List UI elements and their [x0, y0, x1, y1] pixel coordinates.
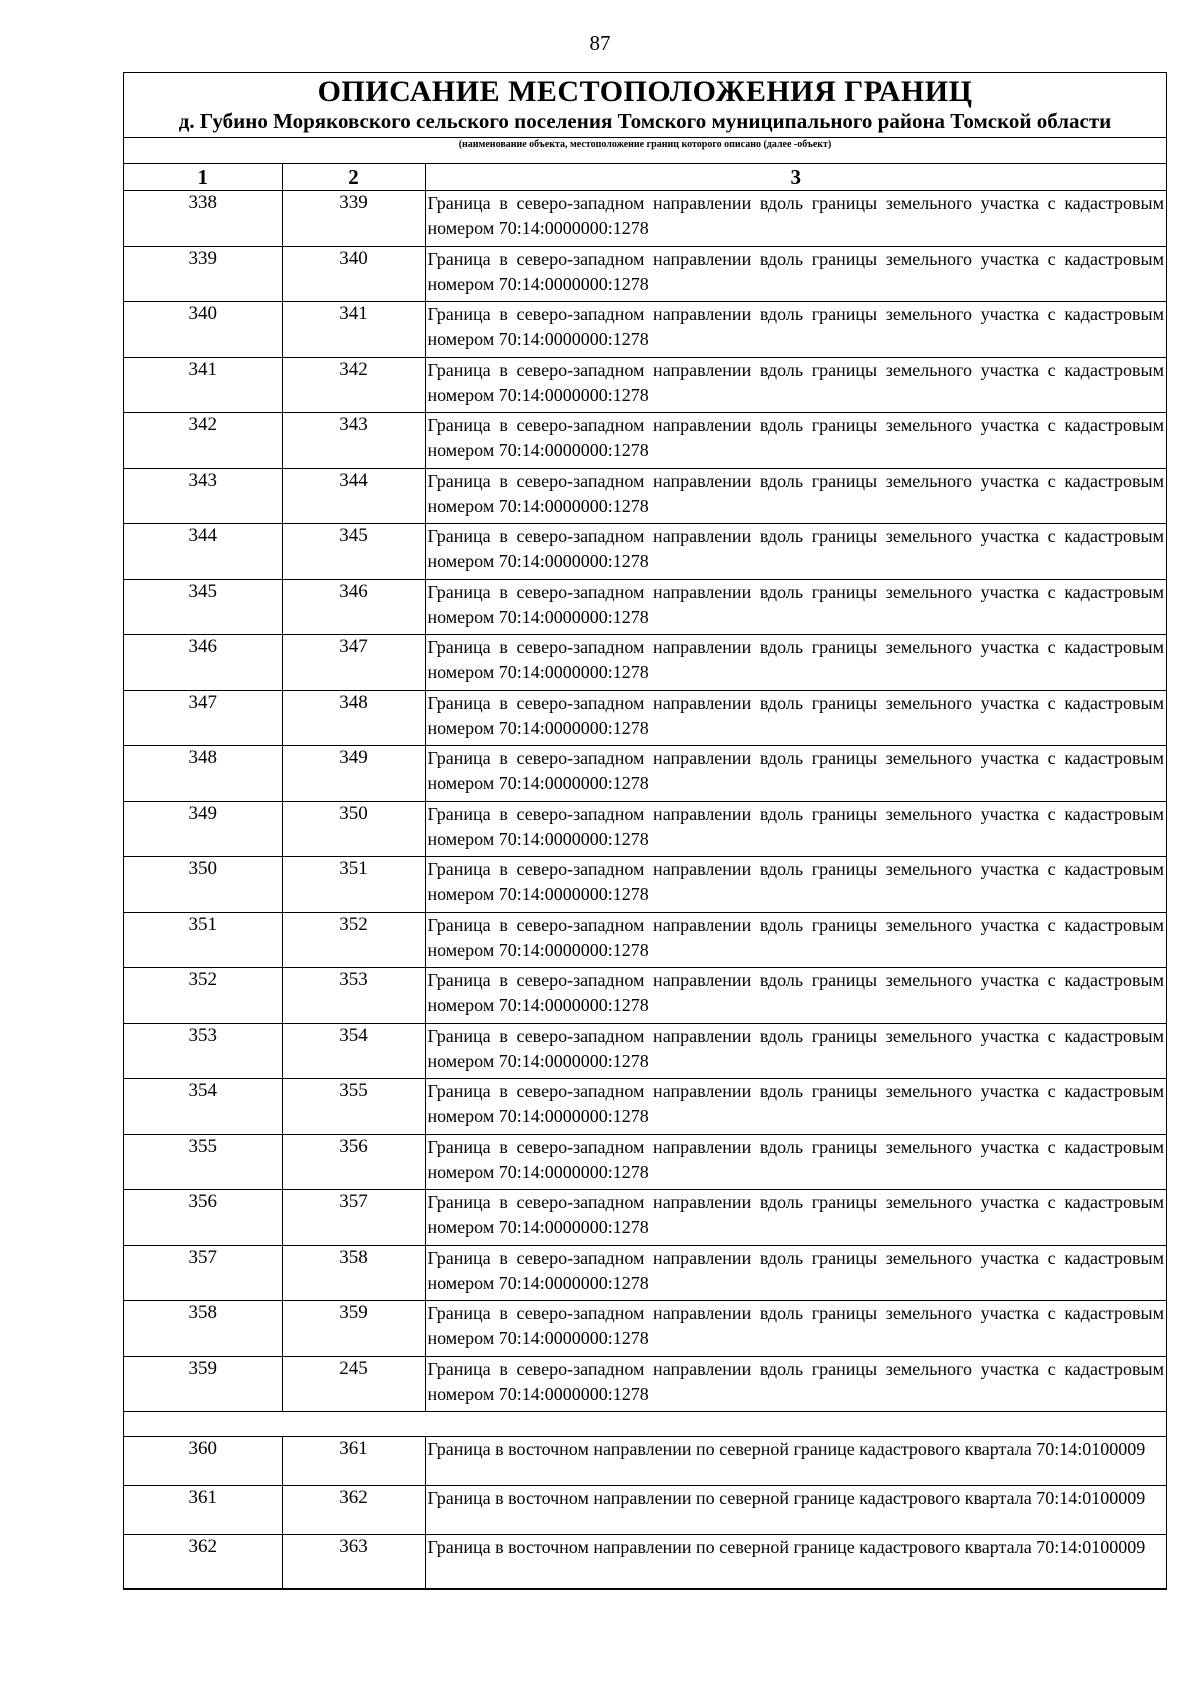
- boundary-description-cell: Граница в северо-западном направлении вдоль границы земельного участка с кадастровым номером 70:14:0000000:1278: [425, 857, 1166, 913]
- point-from-cell: 361: [124, 1486, 282, 1535]
- point-to-cell: 353: [282, 968, 425, 1024]
- point-to-cell: 346: [282, 579, 425, 635]
- boundary-description-cell: Граница в северо-западном направлении вдоль границы земельного участка с кадастровым номером 70:14:0000000:1278: [425, 191, 1166, 247]
- point-to-cell: 345: [282, 524, 425, 580]
- table-row: [124, 801, 1166, 857]
- point-to-cell: 356: [282, 1134, 425, 1190]
- table-row: [124, 912, 1166, 968]
- boundary-description-cell: Граница в северо-западном направлении вдоль границы земельного участка с кадастровым номером 70:14:0000000:1278: [425, 1079, 1166, 1135]
- point-to-cell: 354: [282, 1023, 425, 1079]
- boundary-description-cell: Граница в северо-западном направлении вдоль границы земельного участка с кадастровым номером 70:14:0000000:1278: [425, 1023, 1166, 1079]
- point-from-cell: 354: [124, 1079, 282, 1135]
- point-from-cell: 353: [124, 1023, 282, 1079]
- boundary-description-cell: Граница в северо-западном направлении вдоль границы земельного участка с кадастровым номером 70:14:0000000:1278: [425, 1190, 1166, 1246]
- boundary-description-cell: Граница в восточном направлении по северной границе кадастрового квартала 70:14:0100009: [425, 1535, 1166, 1589]
- page-number: 87: [589, 31, 611, 55]
- point-from-cell: 341: [124, 357, 282, 413]
- boundary-description-cell: Граница в северо-западном направлении вдоль границы земельного участка с кадастровым номером 70:14:0000000:1278: [425, 1301, 1166, 1357]
- point-from-cell: 352: [124, 968, 282, 1024]
- point-from-cell: 356: [124, 1190, 282, 1246]
- point-from-cell: 346: [124, 635, 282, 691]
- table-row: [124, 1356, 1166, 1412]
- point-to-cell: 355: [282, 1079, 425, 1135]
- point-from-cell: 349: [124, 801, 282, 857]
- point-from-cell: 360: [124, 1437, 282, 1486]
- table-row: [124, 302, 1166, 358]
- boundary-description-cell: Граница в северо-западном направлении вдоль границы земельного участка с кадастровым номером 70:14:0000000:1278: [425, 635, 1166, 691]
- boundary-description-cell: Граница в северо-западном направлении вдоль границы земельного участка с кадастровым номером 70:14:0000000:1278: [425, 524, 1166, 580]
- point-from-cell: 339: [124, 246, 282, 302]
- table-row: [124, 413, 1166, 469]
- boundary-description-cell: Граница в северо-западном направлении вдоль границы земельного участка с кадастровым номером 70:14:0000000:1278: [425, 413, 1166, 469]
- table-row: [124, 246, 1166, 302]
- point-to-cell: 358: [282, 1245, 425, 1301]
- point-from-cell: 355: [124, 1134, 282, 1190]
- point-to-cell: 245: [282, 1356, 425, 1412]
- boundary-description-cell: Граница в северо-западном направлении вдоль границы земельного участка с кадастровым номером 70:14:0000000:1278: [425, 968, 1166, 1024]
- boundary-description-cell: Граница в восточном направлении по северной границе кадастрового квартала 70:14:0100009: [425, 1437, 1166, 1486]
- object-caption: (наименование объекта, местоположение границ которого описано (далее -объект): [124, 137, 1166, 163]
- column-header-3: 3: [425, 164, 1166, 191]
- boundary-table: [124, 163, 1166, 1589]
- table-row: [124, 524, 1166, 580]
- table-row: [124, 1486, 1166, 1535]
- table-gap-cell: [124, 1412, 1166, 1437]
- point-to-cell: 352: [282, 912, 425, 968]
- boundary-description-cell: Граница в северо-западном направлении вдоль границы земельного участка с кадастровым номером 70:14:0000000:1278: [425, 1356, 1166, 1412]
- point-to-cell: 362: [282, 1486, 425, 1535]
- point-to-cell: 351: [282, 857, 425, 913]
- table-row: [124, 1301, 1166, 1357]
- point-to-cell: 342: [282, 357, 425, 413]
- boundary-description-cell: Граница в северо-западном направлении вдоль границы земельного участка с кадастровым номером 70:14:0000000:1278: [425, 690, 1166, 746]
- boundary-description-cell: Граница в восточном направлении по северной границе кадастрового квартала 70:14:0100009: [425, 1486, 1166, 1535]
- table-row: [124, 191, 1166, 247]
- point-from-cell: 359: [124, 1356, 282, 1412]
- point-to-cell: 350: [282, 801, 425, 857]
- table-row: [124, 1023, 1166, 1079]
- table-row: [124, 1134, 1166, 1190]
- point-from-cell: 342: [124, 413, 282, 469]
- table-row: [124, 968, 1166, 1024]
- point-from-cell: 344: [124, 524, 282, 580]
- column-header-2: 2: [282, 164, 425, 191]
- point-from-cell: 351: [124, 912, 282, 968]
- point-to-cell: 348: [282, 690, 425, 746]
- point-to-cell: 363: [282, 1535, 425, 1589]
- boundary-description-cell: Граница в северо-западном направлении вдоль границы земельного участка с кадастровым номером 70:14:0000000:1278: [425, 801, 1166, 857]
- boundary-description-cell: Граница в северо-западном направлении вдоль границы земельного участка с кадастровым номером 70:14:0000000:1278: [425, 746, 1166, 802]
- table-row: [124, 635, 1166, 691]
- boundary-description-frame: [123, 72, 1167, 1590]
- boundary-description-cell: Граница в северо-западном направлении вдоль границы земельного участка с кадастровым номером 70:14:0000000:1278: [425, 912, 1166, 968]
- table-row: [124, 1190, 1166, 1246]
- point-from-cell: 357: [124, 1245, 282, 1301]
- point-from-cell: 343: [124, 468, 282, 524]
- boundary-description-cell: Граница в северо-западном направлении вдоль границы земельного участка с кадастровым номером 70:14:0000000:1278: [425, 1245, 1166, 1301]
- document-title: ОПИСАНИЕ МЕСТОПОЛОЖЕНИЯ ГРАНИЦ: [317, 75, 973, 108]
- boundary-description-cell: Граница в северо-западном направлении вдоль границы земельного участка с кадастровым номером 70:14:0000000:1278: [425, 246, 1166, 302]
- table-row: [124, 690, 1166, 746]
- point-from-cell: 348: [124, 746, 282, 802]
- point-to-cell: 347: [282, 635, 425, 691]
- point-to-cell: 344: [282, 468, 425, 524]
- document-subtitle: д. Губино Моряковского сельского поселения Томского муниципального района Томской области: [178, 109, 1112, 133]
- point-to-cell: 359: [282, 1301, 425, 1357]
- point-from-cell: 350: [124, 857, 282, 913]
- point-to-cell: 340: [282, 246, 425, 302]
- table-row: [124, 579, 1166, 635]
- column-header-1: 1: [124, 164, 282, 191]
- point-to-cell: 349: [282, 746, 425, 802]
- boundary-description-cell: Граница в северо-западном направлении вдоль границы земельного участка с кадастровым номером 70:14:0000000:1278: [425, 357, 1166, 413]
- table-gap-row: [124, 1412, 1166, 1437]
- table-row: [124, 357, 1166, 413]
- point-from-cell: 345: [124, 579, 282, 635]
- boundary-description-cell: Граница в северо-западном направлении вдоль границы земельного участка с кадастровым номером 70:14:0000000:1278: [425, 579, 1166, 635]
- table-body: [124, 191, 1166, 1589]
- point-to-cell: 357: [282, 1190, 425, 1246]
- point-to-cell: 343: [282, 413, 425, 469]
- point-from-cell: 347: [124, 690, 282, 746]
- table-row: [124, 1245, 1166, 1301]
- point-to-cell: 341: [282, 302, 425, 358]
- point-from-cell: 358: [124, 1301, 282, 1357]
- point-from-cell: 362: [124, 1535, 282, 1589]
- table-row: [124, 1079, 1166, 1135]
- point-from-cell: 338: [124, 191, 282, 247]
- table-row: [124, 468, 1166, 524]
- table-row: [124, 857, 1166, 913]
- boundary-description-cell: Граница в северо-западном направлении вдоль границы земельного участка с кадастровым номером 70:14:0000000:1278: [425, 302, 1166, 358]
- table-row: [124, 746, 1166, 802]
- point-from-cell: 340: [124, 302, 282, 358]
- boundary-description-cell: Граница в северо-западном направлении вдоль границы земельного участка с кадастровым номером 70:14:0000000:1278: [425, 1134, 1166, 1190]
- table-row: [124, 1437, 1166, 1486]
- point-to-cell: 361: [282, 1437, 425, 1486]
- point-to-cell: 339: [282, 191, 425, 247]
- table-header-row: [124, 164, 1166, 191]
- boundary-description-cell: Граница в северо-западном направлении вдоль границы земельного участка с кадастровым номером 70:14:0000000:1278: [425, 468, 1166, 524]
- table-row: [124, 1535, 1166, 1589]
